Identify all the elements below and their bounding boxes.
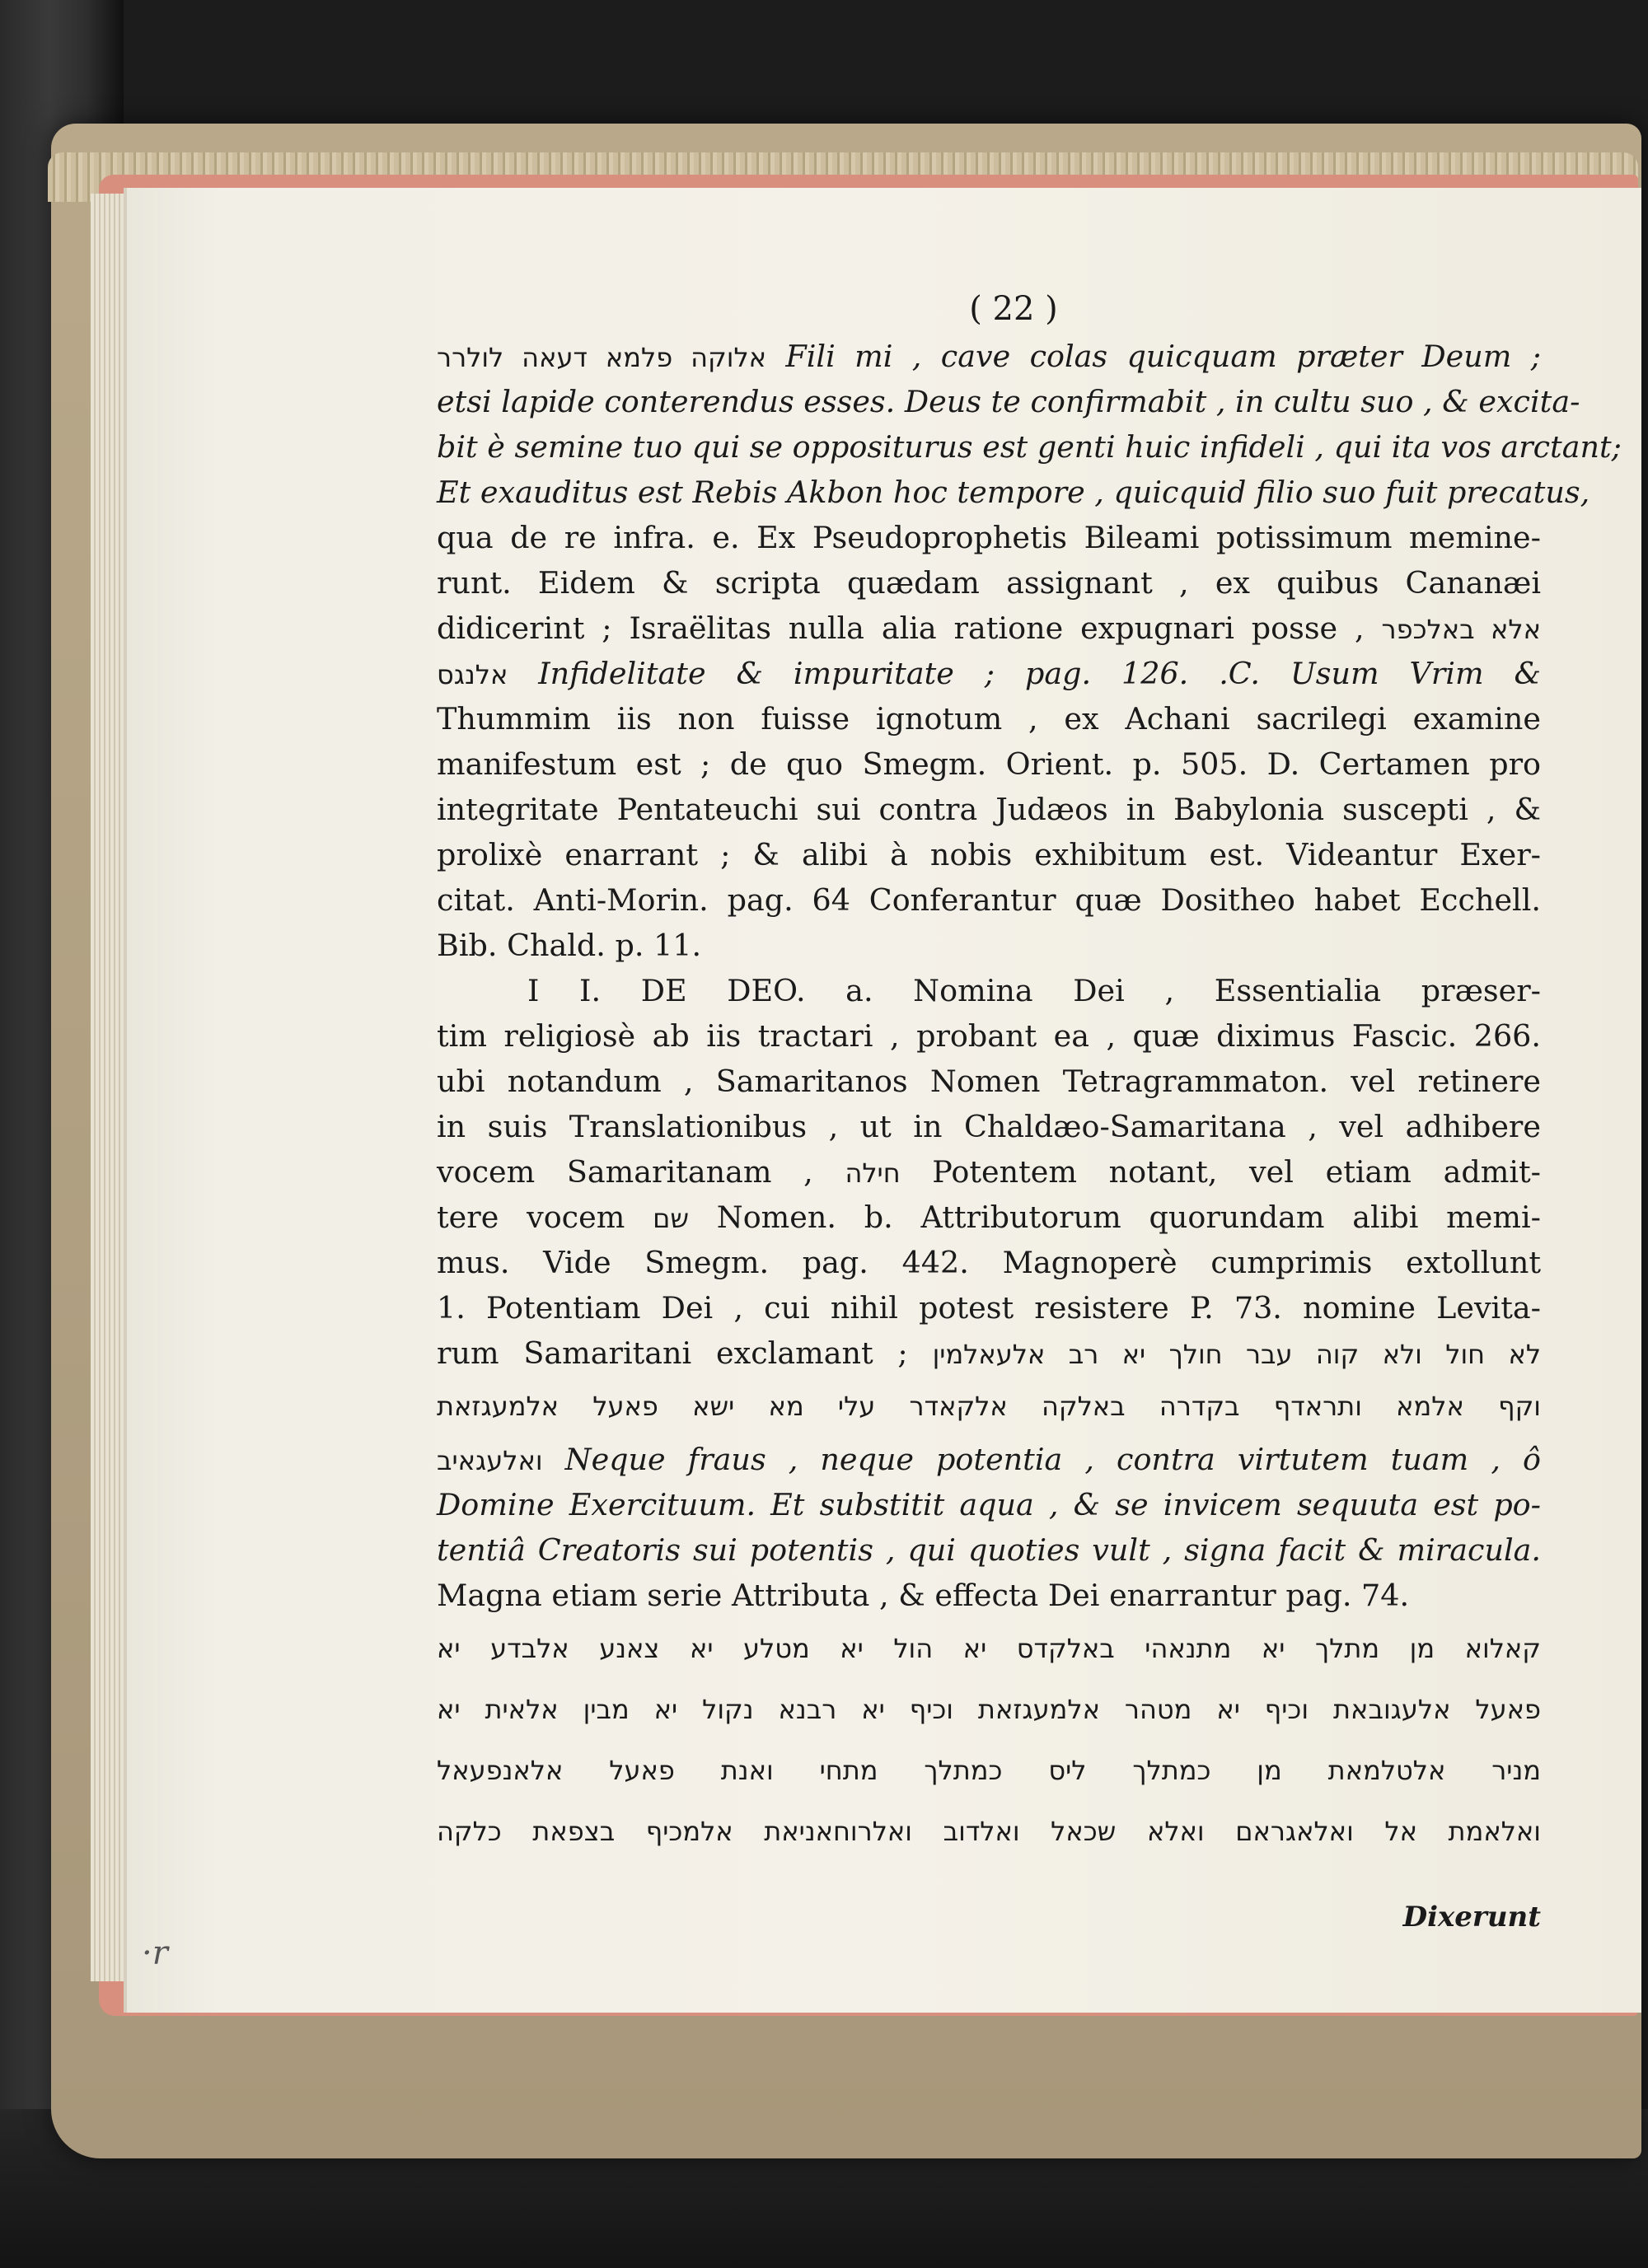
text-line: runt. Eidem & scripta quædam assignant , ex quibus Cananæi <box>437 565 1541 601</box>
section-heading-line: I I. DE DEO. a. Nomina Dei , Essentialia præser- <box>527 973 1541 1008</box>
text-line <box>437 334 1541 379</box>
latin-text: Fili mi , cave colas quicquam præter Deum ; <box>785 339 1541 374</box>
hebrew-text: חילה <box>845 1157 901 1189</box>
text-line: citat. Anti-Morin. pag. 64 Conferantur quæ Dositheo habet Ecchell. <box>437 882 1541 918</box>
text-line: etsi lapide conterendus esses. Deus te confirmabit , in cultu suo , & excita- <box>437 384 1580 419</box>
hebrew-line: ואלאמת אל ואלאגראם ואלא שכאל ואלדוב ואלרוחאניאת אלמכיף בצפאת כלקה <box>437 1816 1541 1847</box>
text-line: didicerint ; Israëlitas nulla alia ratione expugnari posse , אלא באלכפר <box>437 610 1542 646</box>
text-line: bit è semine tuo qui se oppositurus est genti huic infideli , qui ita vos arctant; <box>437 429 1622 465</box>
text-line: prolixè enarrant ; & alibi à nobis exhibitum est. Videantur Exer- <box>437 837 1541 872</box>
hebrew-text: לא חול ולא קוה עבר חולך יא רב אלעאלמין <box>932 1339 1542 1370</box>
text-line: tere vocem שם Nomen. b. Attributorum quorundam alibi memi- <box>437 1199 1542 1235</box>
hebrew-text: אלא באלכפר <box>1381 614 1542 645</box>
page-stack-edge <box>91 194 124 1981</box>
text-line: Bib. Chald. p. 11. <box>437 928 702 963</box>
text-line: manifestum est ; de quo Smegm. Orient. p. 505. D. Certamen pro <box>437 746 1541 782</box>
text-line: rum Samaritani exclamant ; לא חול ולא קוה עבר חולך יא רב אלעאלמין <box>437 1335 1542 1371</box>
text-line: qua de re infra. e. Ex Pseudoprophetis Bileami potissimum memine- <box>437 520 1541 555</box>
hebrew-line: פאעל אלעגובאת וכיף יא מטהר אלמעגזאת וכיף יא רבנא נקול יא מבין אלאית יא <box>437 1694 1541 1725</box>
text-line: Magna etiam serie Attributa , & effecta Dei enarrantur pag. 74. <box>437 1578 1410 1613</box>
text-line: Domine Exercituum. Et substitit aqua , & se invicem sequuta est po- <box>437 1487 1541 1522</box>
hebrew-line: וקף אלמא ותראדף בקדרה באלקה אלקאדר עלי מא ישא פאעל אלמעגזאת <box>437 1391 1541 1422</box>
text-line: in suis Translationibus , ut in Chaldæo-Samaritana , vel adhibere <box>437 1109 1541 1144</box>
text-line: Et exauditus est Rebis Akbon hoc tempore , quicquid filio suo fuit precatus, <box>437 475 1590 510</box>
text-line: ubi notandum , Samaritanos Nomen Tetragrammaton. vel retinere <box>437 1064 1541 1099</box>
hebrew-text: שם <box>653 1203 689 1234</box>
catchword: Dixerunt <box>1402 1901 1541 1934</box>
text-line: mus. Vide Smegm. pag. 442. Magnoperè cumprimis extollunt <box>437 1245 1541 1280</box>
text-line: Thummim iis non fuisse ignotum , ex Achani sacrilegi examine <box>437 701 1541 737</box>
text-line: אלנגס Infidelitate & impuritate ; pag. 126. .C. Usum Vrim & <box>437 656 1541 691</box>
page-text <box>437 284 1622 1940</box>
text-line: vocem Samaritanam , חילה Potentem notant, vel etiam admit- <box>437 1154 1542 1190</box>
page-number: ( 22 ) <box>969 290 1058 328</box>
text-line: tim religiosè ab iis tractari , probant ea , quæ diximus Fascic. 266. <box>437 1018 1541 1054</box>
gutter-mark: ·r <box>142 1934 168 1972</box>
hebrew-text: ואלעגאיב <box>437 1445 543 1476</box>
text-line: integritate Pentateuchi sui contra Judæos in Babylonia suscepti , & <box>437 792 1541 827</box>
text-line: tentiâ Creatoris sui potentis , qui quoties vult , signa facit & miracula. <box>437 1532 1541 1568</box>
hebrew-line: מניר אלטלמאת מן כמתלך ליס כמתלך מתחי ואנת פאעל אלאנפעאל <box>437 1755 1541 1786</box>
hebrew-text: אלוקה פלמא דעאה לולרר <box>437 342 767 373</box>
hebrew-line: קאלוא מן מתלך יא מתנאהי באלקדס יא הול יא מטלע יא צאנע אלבדע יא <box>437 1633 1541 1664</box>
hebrew-text: אלנגס <box>437 659 508 690</box>
text-line: 1. Potentiam Dei , cui nihil potest resistere P. 73. nomine Levita- <box>437 1290 1541 1326</box>
text-line: ואלעגאיב Neque fraus , neque potentia , contra virtutem tuam , ô <box>437 1442 1542 1477</box>
